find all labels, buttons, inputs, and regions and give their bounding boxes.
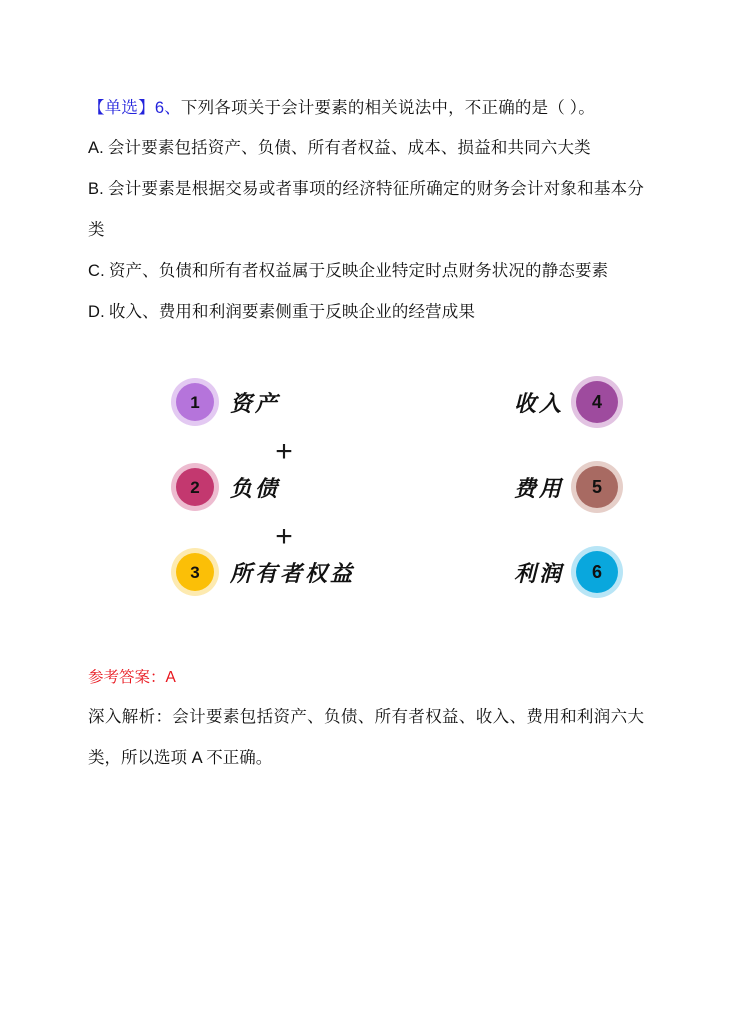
diagram-left-item-3	[176, 553, 355, 591]
option-c-text: 资产、负债和所有者权益属于反映企业特定时点财务状况的静态要素	[108, 262, 609, 280]
option-a	[88, 128, 644, 169]
diagram-right-item-1	[418, 381, 618, 423]
element-label-owners-equity: 所有者权益	[230, 560, 356, 586]
option-a-letter: A.	[88, 139, 104, 157]
bubble-4: 4	[576, 381, 618, 423]
reference-answer: 参考答案：A	[88, 669, 176, 686]
element-label-expenses: 费用	[513, 475, 564, 501]
option-b-text: 会计要素是根据交易或者事项的经济特征所确定的财务会计对象和基本分类	[88, 180, 644, 239]
bubble-6: 6	[576, 551, 618, 593]
option-d	[88, 292, 644, 333]
bubble-5: 5	[576, 466, 618, 508]
diagram-left-item-2	[176, 468, 280, 506]
option-b	[88, 169, 644, 251]
diagram-right-item-2	[418, 466, 618, 508]
element-label-assets: 资产	[230, 390, 281, 416]
diagram-row-3	[88, 549, 644, 595]
plus-operator-top: +	[275, 435, 293, 468]
element-label-liabilities: 负债	[230, 475, 281, 501]
bubble-1: 1	[176, 383, 214, 421]
answer-explanation: 深入解析：会计要素包括资产、负债、所有者权益、收入、费用和利润六大类，所以选项 A 不正确。	[88, 708, 644, 767]
question-type-tag: 【单选】	[88, 99, 155, 117]
option-b-letter: B.	[88, 180, 104, 198]
option-c	[88, 251, 644, 292]
question-stem	[88, 88, 644, 128]
diagram-row-1	[88, 379, 644, 425]
element-label-profit: 利润	[513, 560, 564, 586]
bubble-3: 3	[176, 553, 214, 591]
answer-block	[88, 659, 644, 779]
diagram-left-item-1	[176, 383, 280, 421]
diagram-row-2	[88, 464, 644, 510]
accounting-elements-diagram	[88, 379, 644, 615]
plus-operator-bottom: +	[275, 520, 293, 553]
element-label-revenue: 收入	[513, 390, 564, 416]
option-a-text: 会计要素包括资产、负债、所有者权益、成本、损益和共同六大类	[107, 139, 591, 157]
question-number: 6、	[154, 99, 181, 117]
option-d-text: 收入、费用和利润要素侧重于反映企业的经营成果	[108, 303, 476, 321]
bubble-2: 2	[176, 468, 214, 506]
option-c-letter: C.	[88, 262, 105, 280]
question-stem-text: 下列各项关于会计要素的相关说法中，不正确的是（ ）。	[180, 99, 595, 117]
option-d-letter: D.	[88, 303, 105, 321]
diagram-right-item-3	[418, 551, 618, 593]
